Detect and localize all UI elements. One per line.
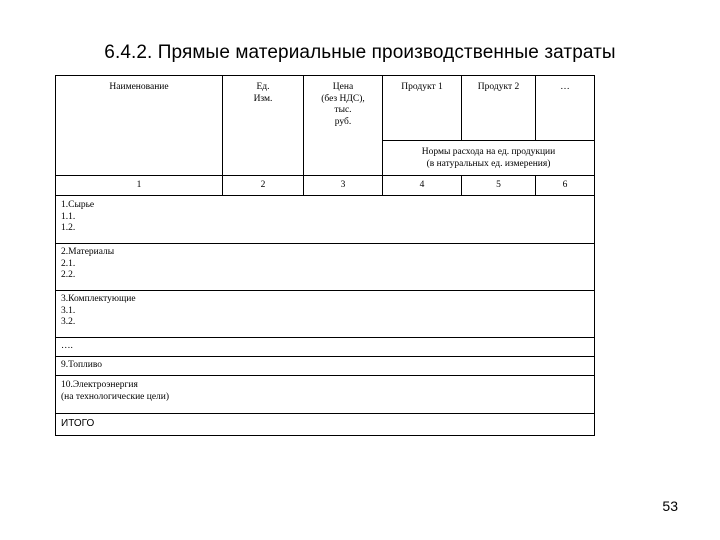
row-divider: [55, 375, 595, 376]
page-title: 6.4.2. Прямые материальные производственные затраты: [104, 42, 616, 63]
header-norms: Нормы расхода на ед. продукции (в натуральных ед. измерения): [421, 147, 556, 169]
col-number: 4: [419, 180, 425, 190]
page-number: 53: [662, 498, 678, 514]
table-row-raw-materials: 1.Сырье 1.1. 1.2.: [61, 200, 95, 233]
table-row-components: 3.Комплектующие 3.1. 3.2.: [61, 294, 136, 327]
header-product-2: Продукт 2: [477, 82, 520, 92]
row-divider: [55, 290, 595, 291]
header-divider: [382, 140, 595, 141]
table-border-left: [55, 75, 56, 436]
header-more: …: [560, 82, 570, 92]
table-border-top: [55, 75, 595, 76]
header-name: Наименование: [109, 82, 169, 92]
header-bottom: [55, 175, 595, 176]
numbers-bottom: [55, 195, 595, 196]
table-row-fuel: 9.Топливо: [61, 360, 103, 370]
row-divider: [55, 413, 595, 414]
row-divider: [55, 243, 595, 244]
table-row-total: ИТОГО: [61, 418, 95, 429]
col-number: 5: [496, 180, 501, 190]
table-border-right: [594, 75, 595, 436]
table-row-ellipsis: ….: [61, 341, 73, 351]
table-row-electricity: 10.Электроэнергия (на технологические цели): [61, 380, 170, 402]
col-number: 6: [562, 180, 568, 190]
col-number: 3: [340, 180, 346, 190]
table-border-bottom: [55, 435, 595, 436]
header-price: Цена (без НДС), тыс. руб.: [321, 82, 365, 127]
header-unit: Ед. Изм.: [253, 82, 273, 104]
col-number: 2: [260, 180, 266, 190]
table-row-materials: 2.Материалы 2.1. 2.2.: [61, 247, 115, 280]
header-product-1: Продукт 1: [401, 82, 443, 92]
row-divider: [55, 356, 595, 357]
row-divider: [55, 337, 595, 338]
col-number: 1: [136, 180, 142, 190]
